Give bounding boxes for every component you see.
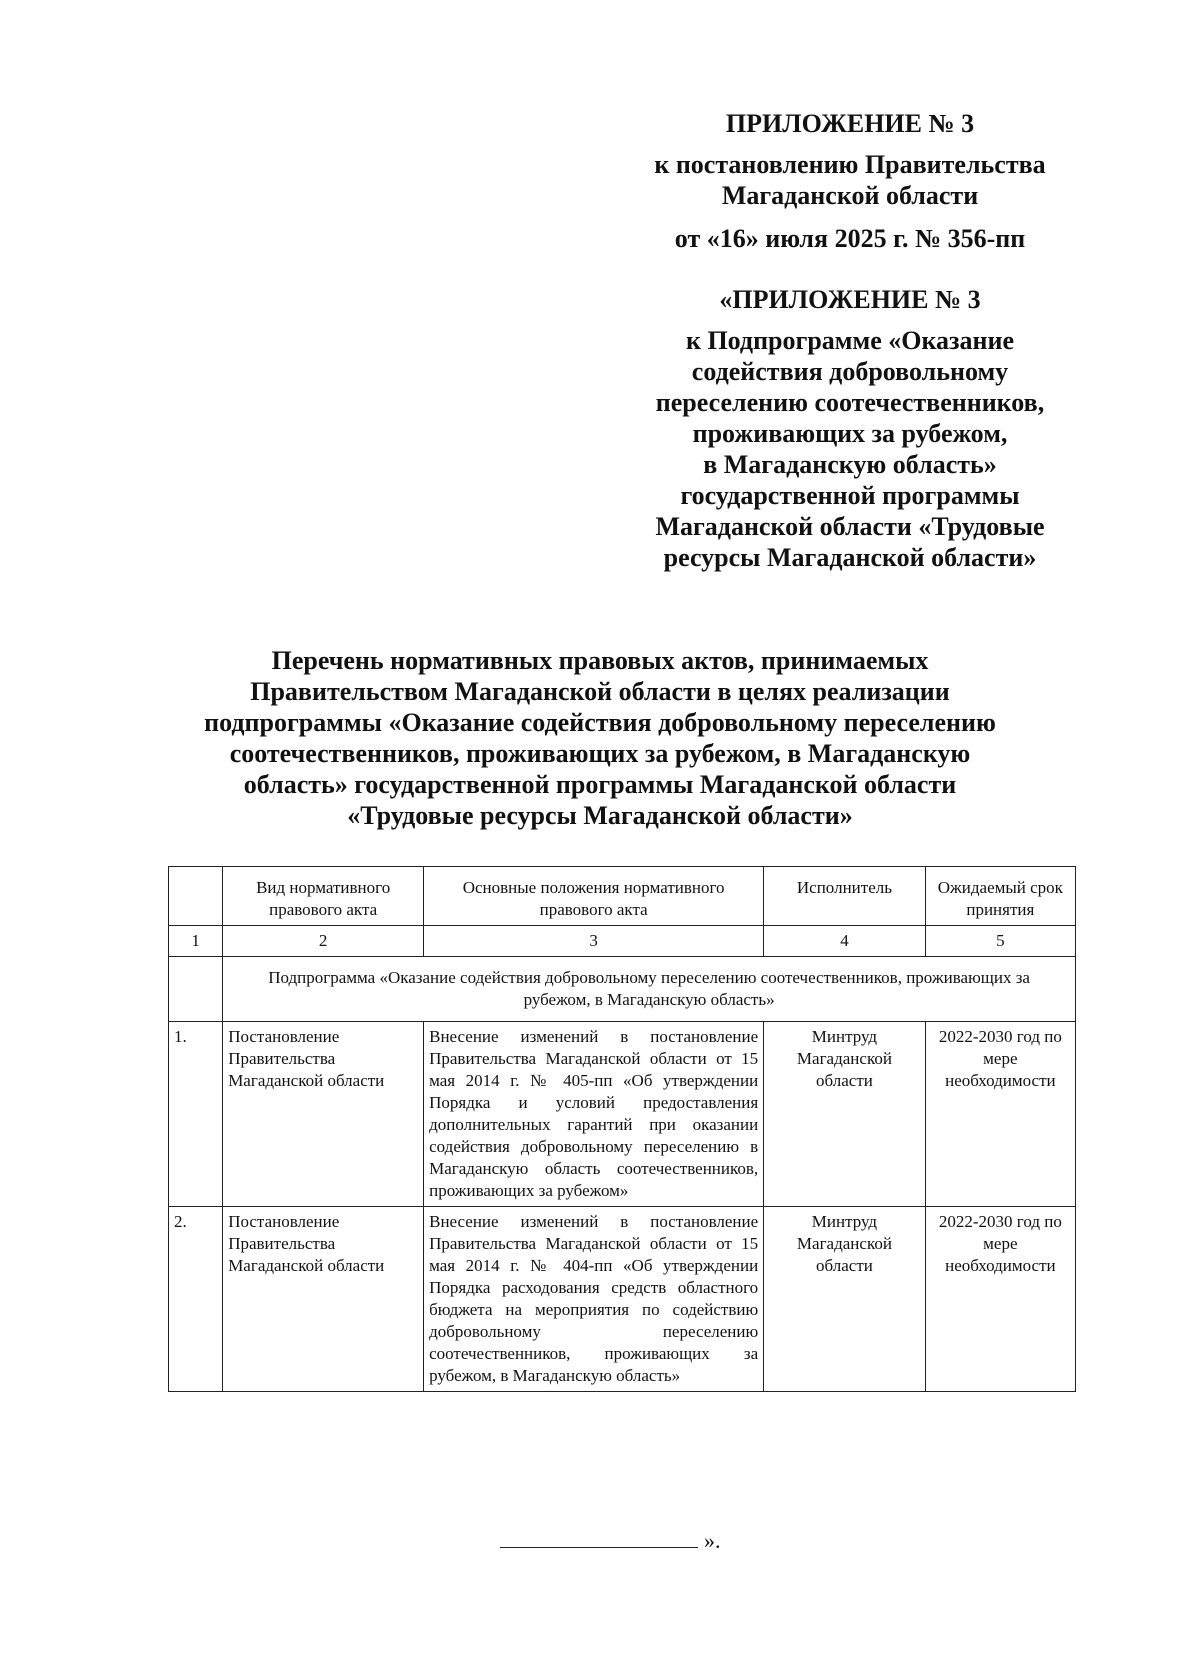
closing-mark [500,1528,721,1554]
document-title [150,645,1050,831]
column-number: 2 [223,926,424,957]
appendix-sub-line: ресурсы Магаданской области» [663,543,1037,572]
column-number: 3 [424,926,764,957]
title-line: соотечественников, проживающих за рубежом, в Магаданскую [229,739,971,768]
table-row [169,1207,1076,1392]
closing-rule [500,1547,698,1548]
title-line: «Трудовые ресурсы Магаданской области» [347,801,853,830]
appendix-heading: ПРИЛОЖЕНИЕ № 3 [725,109,975,138]
table-row [169,1022,1076,1207]
appendix-sub-line: Магаданской области «Трудовые [655,512,1045,541]
acts-table [168,866,1076,1392]
column-number: 1 [169,926,223,957]
appendix-date-line: от «16» июля 2025 г. № 356-пп [674,224,1026,253]
appendix-sub-line: государственной программы [680,481,1020,510]
header-num [169,867,223,926]
appendix-sub-line: в Магаданскую область» [703,450,997,479]
row-num: 1. [169,1022,223,1207]
title-line: Правительством Магаданской области в целях реализации [250,677,950,706]
table-header-row [169,867,1076,926]
appendix-sub-line: содействия добровольному [691,357,1009,386]
column-number-row [169,926,1076,957]
appendix-heading-2: «ПРИЛОЖЕНИЕ № 3 [719,285,981,314]
subprogram-row [169,957,1076,1022]
appendix-line: Магаданской области [721,181,979,210]
row-term: 2022-2030 год по мере необходимости [925,1207,1075,1392]
title-line: подпрограммы «Оказание содействия добровольному переселению [204,708,996,737]
appendix-sub-line: переселению соотечественников, [655,388,1045,417]
closing-quote: ». [704,1528,721,1553]
header-act-type: Вид нормативного правового акта [223,867,424,926]
header-provisions: Основные положения нормативного правового акта [424,867,764,926]
row-num: 2. [169,1207,223,1392]
appendix-subprogram-ref [620,325,1080,573]
column-number: 4 [764,926,926,957]
appendix-resolution-ref [620,149,1080,211]
subprogram-empty-cell [169,957,223,1022]
row-act-type: Постановление Правительства Магаданской области [223,1207,424,1392]
row-provisions: Внесение изменений в постановление Правительства Магаданской области от 15 мая 2014 г. № 404-пп «Об утверждении Порядка расходования средств областного бюджета на мероприятия по содействию добровольному переселению соотечественников, проживающих за рубежом, в Магаданскую область» [424,1207,764,1392]
appendix-sub-line: к Подпрограмме «Оказание [685,326,1015,355]
header-term: Ожидаемый срок принятия [925,867,1075,926]
appendix-line: к постановлению Правительства [654,150,1046,179]
appendix-header [620,108,1080,573]
row-provisions: Внесение изменений в постановление Правительства Магаданской области от 15 мая 2014 г. № 405-пп «Об утверждении Порядка и условий предоставления дополнительных гарантий при оказании содействия добровольному переселению в Магаданскую область соотечественников, проживающих за рубежом» [424,1022,764,1207]
subprogram-title: Подпрограмма «Оказание содействия добровольному переселению соотечественников, проживающих за рубежом, в Магаданскую область» [223,957,1076,1022]
row-act-type: Постановление Правительства Магаданской области [223,1022,424,1207]
column-number: 5 [925,926,1075,957]
title-line: Перечень нормативных правовых актов, принимаемых [271,646,929,675]
title-line: область» государственной программы Магаданской области [243,770,957,799]
header-executor: Исполнитель [764,867,926,926]
row-executor: Минтруд Магаданской области [764,1207,926,1392]
row-executor: Минтруд Магаданской области [764,1022,926,1207]
row-term: 2022-2030 год по мере необходимости [925,1022,1075,1207]
appendix-sub-line: проживающих за рубежом, [692,419,1008,448]
